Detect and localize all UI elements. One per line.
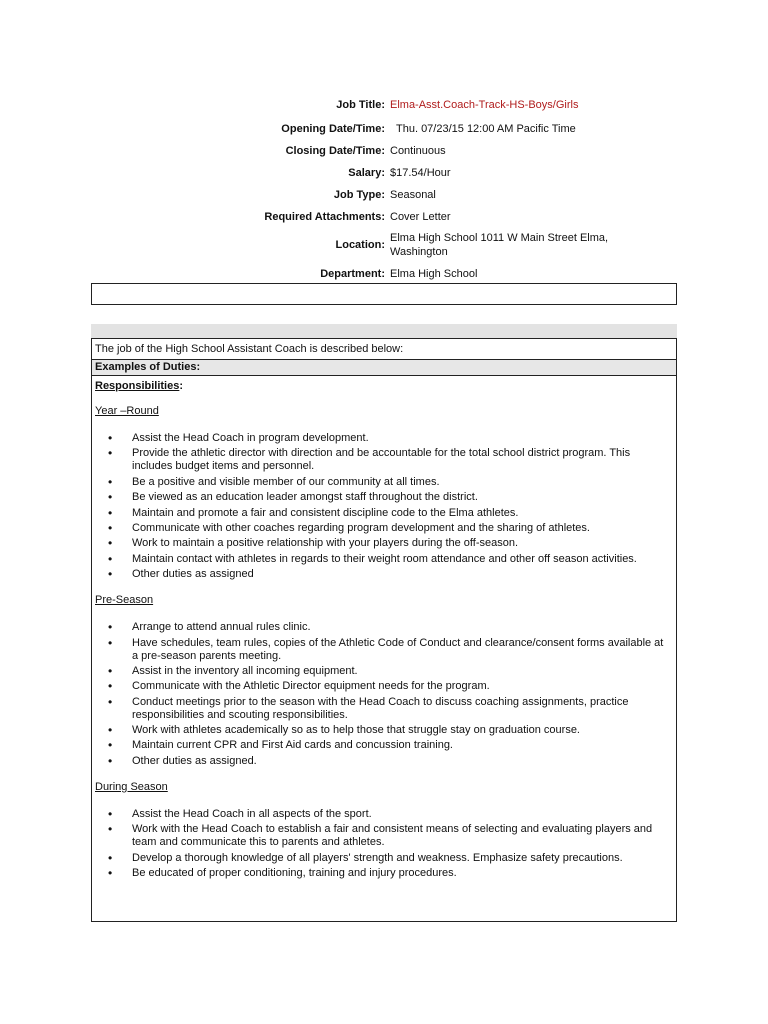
- responsibilities-heading-text: Responsibilities: [95, 380, 180, 392]
- list-item: • Be a positive and visible member of our community at all times.: [132, 476, 676, 489]
- section-title-pre-season: Pre-Season: [95, 594, 154, 607]
- list-item: • Provide the athletic director with direction and be accountable for the total school district program. This includes budget items and personnel.: [132, 447, 676, 473]
- job-type-row: [0, 184, 768, 206]
- location-label: Location:: [335, 239, 385, 251]
- examples-of-duties-heading: Examples of Duties:: [92, 359, 676, 376]
- attachments-row: [0, 206, 768, 228]
- opening-date-row: [0, 118, 768, 140]
- list-item: • Work to maintain a positive relationship with your players during the off-season.: [132, 537, 676, 550]
- job-title-label: Job Title:: [336, 99, 385, 111]
- pre-season-duties-list: [95, 621, 676, 768]
- department-label: Department:: [320, 268, 385, 280]
- attachments-label: Required Attachments:: [264, 211, 385, 223]
- list-item: • Communicate with the Athletic Director equipment needs for the program.: [132, 680, 676, 693]
- list-item: • Develop a thorough knowledge of all players' strength and weakness. Emphasize safety precautions.: [132, 852, 676, 865]
- list-item: • Have schedules, team rules, copies of the Athletic Code of Conduct and clearance/consent forms available at a pre-season parents meeting.: [132, 637, 676, 663]
- department-value: Elma High School: [390, 268, 478, 280]
- list-item: • Maintain contact with athletes in regards to their weight room attendance and other off season activities.: [132, 553, 676, 566]
- closing-date-value: Continuous: [390, 145, 446, 157]
- attachments-value: Cover Letter: [390, 211, 451, 223]
- list-item: • Other duties as assigned: [132, 568, 676, 581]
- list-item: • Maintain and promote a fair and consistent discipline code to the Elma athletes.: [132, 507, 676, 520]
- list-item: • Work with athletes academically so as to help those that struggle stay on graduation course.: [132, 724, 676, 737]
- salary-value: $17.54/Hour: [390, 167, 451, 179]
- section-title-year-round: Year –Round: [95, 405, 159, 417]
- job-type-label: Job Type:: [333, 189, 385, 201]
- list-item: • Be educated of proper conditioning, training and injury procedures.: [132, 867, 676, 880]
- salary-label: Salary:: [348, 167, 385, 179]
- job-type-value: Seasonal: [390, 189, 436, 201]
- section-gray-bar: [91, 324, 677, 338]
- list-item: • Conduct meetings prior to the season with the Head Coach to discuss coaching assignments, practice responsibilities and scouting responsibilities.: [132, 696, 676, 722]
- list-item: • Assist the Head Coach in all aspects of the sport.: [132, 808, 676, 821]
- year-round-duties-list: [95, 432, 676, 581]
- responsibilities-colon: :: [179, 380, 184, 392]
- closing-date-label: Closing Date/Time:: [285, 145, 385, 157]
- empty-info-box: [91, 283, 677, 305]
- list-item: • Assist in the inventory all incoming equipment.: [132, 665, 676, 678]
- list-item: • Maintain current CPR and First Aid cards and concussion training.: [132, 739, 676, 752]
- list-item: • Assist the Head Coach in program development.: [132, 432, 676, 445]
- job-title-value: Elma-Asst.Coach-Track-HS-Boys/Girls: [390, 99, 579, 111]
- opening-date-value: Thu. 07/23/15 12:00 AM Pacific Time: [396, 123, 576, 135]
- section-title-during-season: During Season: [95, 780, 168, 793]
- location-row: [0, 228, 768, 262]
- location-value: Elma High School 1011 W Main Street Elma, Washington: [390, 232, 609, 258]
- duties-content: [92, 380, 676, 880]
- list-item: • Be viewed as an education leader amongst staff throughout the district.: [132, 491, 676, 504]
- during-season-duties-list: [95, 808, 676, 880]
- opening-date-label: Opening Date/Time:: [281, 123, 385, 135]
- job-summary-header: [0, 95, 768, 286]
- intro-text: The job of the High School Assistant Coach is described below:: [92, 338, 676, 359]
- list-item: • Work with the Head Coach to establish a fair and consistent means of selecting and evaluating players and team and communicate this to parents and athletes.: [132, 823, 676, 849]
- salary-row: [0, 162, 768, 184]
- list-item: • Communicate with other coaches regarding program development and the sharing of athletes.: [132, 522, 676, 535]
- job-description-box: [91, 338, 677, 922]
- closing-date-row: [0, 140, 768, 162]
- list-item: • Other duties as assigned.: [132, 755, 676, 768]
- job-title-row: [0, 95, 768, 115]
- list-item: • Arrange to attend annual rules clinic.: [132, 621, 676, 634]
- responsibilities-heading: [95, 380, 676, 392]
